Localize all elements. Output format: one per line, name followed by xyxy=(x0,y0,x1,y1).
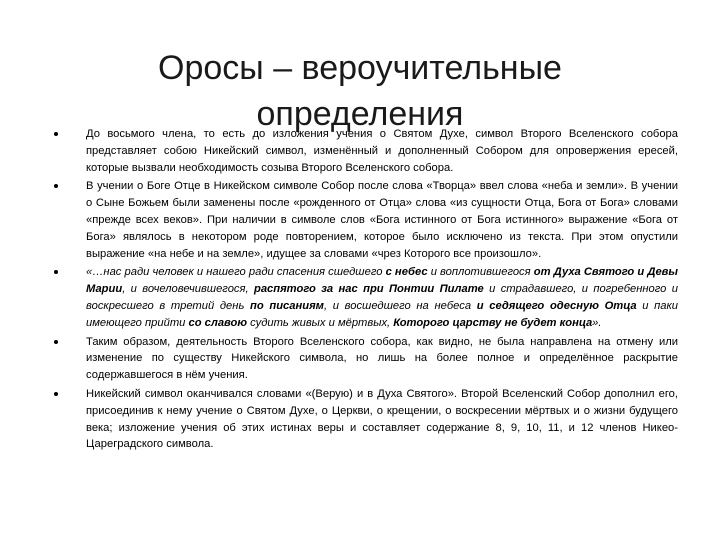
creed-emphasis: со славою xyxy=(188,316,248,329)
creed-quote-text xyxy=(86,266,678,328)
bullet-dot-icon xyxy=(54,132,58,136)
creed-segment: ». xyxy=(592,316,602,329)
creed-emphasis: распятого за нас при Понтии Пилате xyxy=(253,283,484,296)
creed-emphasis: и седящего одесную Отца xyxy=(476,299,637,312)
bullet-item xyxy=(52,126,678,176)
creed-segment: , и восшедшего на небеса xyxy=(323,299,477,312)
bullet-text: Таким образом, деятельность Второго Вселенского собора, как видно, не была направлена на отмену или изменение по существу Никейского символа, но лишь на более полное и определённое раскрытие содержавшегося в нём учения. xyxy=(86,335,678,382)
bullet-item xyxy=(52,386,678,453)
creed-emphasis: Которого царству не будет конца xyxy=(393,316,593,329)
bullet-dot-icon xyxy=(54,184,58,188)
bullet-text: До восьмого члена, то есть до изложения учения о Святом Духе, символ Второго Вселенского собора представляет собою Никейский символ, изменённый и дополненный Собором для опровержения ересей, которые вызвали необходимость созыва Второго Вселенского собора. xyxy=(86,128,678,174)
creed-segment: и воплотившегося xyxy=(427,266,534,279)
creed-segment: , и вочеловечившегося, xyxy=(122,283,254,296)
bullet-dot-icon xyxy=(54,270,58,274)
creed-segment: судить живых и мёртвых, xyxy=(247,316,394,329)
bullet-item xyxy=(52,334,678,384)
bullet-item xyxy=(52,178,678,262)
creed-emphasis: по писаниям xyxy=(250,299,324,312)
bullet-dot-icon xyxy=(54,392,58,396)
creed-segment: и паки имеющего прийти xyxy=(86,299,679,329)
creed-segment: и страдавшего, и погребенного и воскресшего в третий день xyxy=(86,283,678,312)
creed-segment: «…нас ради человек и нашего ради спасения сшедшего xyxy=(86,266,386,279)
creed-emphasis: с небес xyxy=(385,266,428,279)
bullet-dot-icon xyxy=(54,340,58,344)
slide-title: Оросы – вероучительные определения xyxy=(158,48,562,133)
creed-emphasis: от Духа Святого и Девы Марии xyxy=(86,266,678,296)
bullet-item xyxy=(52,264,678,331)
bullet-text: Никейский символ оканчивался словами «(Верую) и в Духа Святого». Второй Вселенский Собор дополнил его, присоединив к нему учение о Святом Духе, о Церкви, о крещении, о воскресении мёртвых и о жизни будущего века; изложение учения об этих истинах веры и составляет содержание 8, 9, 10, 11, и 12 членов Никео-Цареградского символа. xyxy=(86,387,678,451)
bullet-list xyxy=(52,126,678,455)
bullet-text: В учении о Боге Отце в Никейском символе Собор после слова «Творца» ввел слова «неба и земли». В учении о Сыне Божьем были заменены после «рожденного от Отца» слова «из сущности Отца, Бога от Бога» словами «прежде всех веков». При наличии в символе слов «Бога истинного от Бога истинного» выражение «Бога от Бога» являлось в некотором роде повторением, которое было исключено из текста. При этом опустили выражение «на небе и на земле», идущее за словами «чрез Которого все произошло». xyxy=(86,180,678,260)
